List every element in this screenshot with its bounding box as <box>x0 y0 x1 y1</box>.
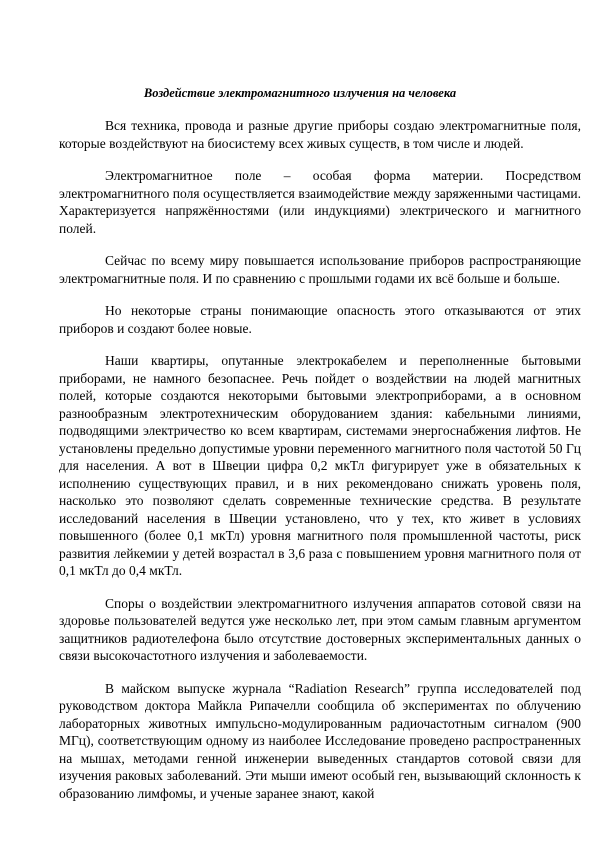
paragraph-3: Сейчас по всему миру повышается использование приборов распространяющие электромагнитные поля. И по сравнению с прошлыми годами их всё больше и больше. <box>59 253 581 286</box>
document-title: Воздействие электромагнитного излучения на человека <box>143 86 457 100</box>
paragraph-2: Электромагнитное поле – особая форма материи. Посредством электромагнитного поля осуществляется взаимодействие между заряженными частицами. Характеризуется напряжённостями (или индукциями) электрического и магнитного полей. <box>59 168 581 236</box>
document-body <box>59 117 581 802</box>
paragraph-4: Но некоторые страны понимающие опасность этого отказываются от этих приборов и создают более новые. <box>59 303 581 336</box>
paragraph-6: Споры о воздействии электромагнитного излучения аппаратов сотовой связи на здоровье пользователей ведутся уже несколько лет, при этом самым главным аргументом защитников радиотелефона было отсутствие достоверных экспериментальных данных о связи высокочастотного излучения и заболеваемости. <box>59 595 581 663</box>
paragraph-1: Вся техника, провода и разные другие приборы создаю электромагнитные поля, которые воздействуют на биосистему всех живых существ, в том числе и людей. <box>59 118 581 151</box>
paragraph-5: Наши квартиры, опутанные электрокабелем и переполненные бытовыми приборами, не намного безопаснее. Речь пойдет о воздействии на людей магнитных полей, которые создаются некоторыми бытовыми электроприборами, а в основном разнообразным электротехническим оборудованием здания: кабельными линиями, подводящими электричество ко всем квартирам, системами энергоснабжения лифтов. Не установлены предельно допустимые уровни переменного магнитного поля частотой 50 Гц для населения. А вот в Швеции цифра 0,2 мкТл фигурирует уже в обязательных к исполнению существующих правил, и в них рекомендовано снижать уровень поля, насколько это позволяют сделать современные технические средства. В результате исследований населения в Швеции установлено, что у тех, кто живет в условиях повышенного (более 0,1 мкТл) уровня магнитного поля промышленной частоты, риск развития лейкемии у детей возрастал в 3,6 раза с повышением уровня магнитного поля от 0,1 мкТл до 0,4 мкТл. <box>59 353 581 578</box>
paragraph-7: В майском выпуске журнала “Radiation Research” группа исследователей под руководством доктора Майкла Рипачелли сообщила об экспериментах по облучению лабораторных животных импульсно-модулированным радиочастотным сигналом (900 МГц), соответствующим одному из наиболее Исследование проведено распространенных на мышах, методами генной инженерии выведенных стандартов сотовой связи для изучения раковых заболеваний. Эти мыши имеют особый ген, вызывающий склонность к образованию лимфомы, и ученые заранее знают, какой <box>59 680 581 801</box>
